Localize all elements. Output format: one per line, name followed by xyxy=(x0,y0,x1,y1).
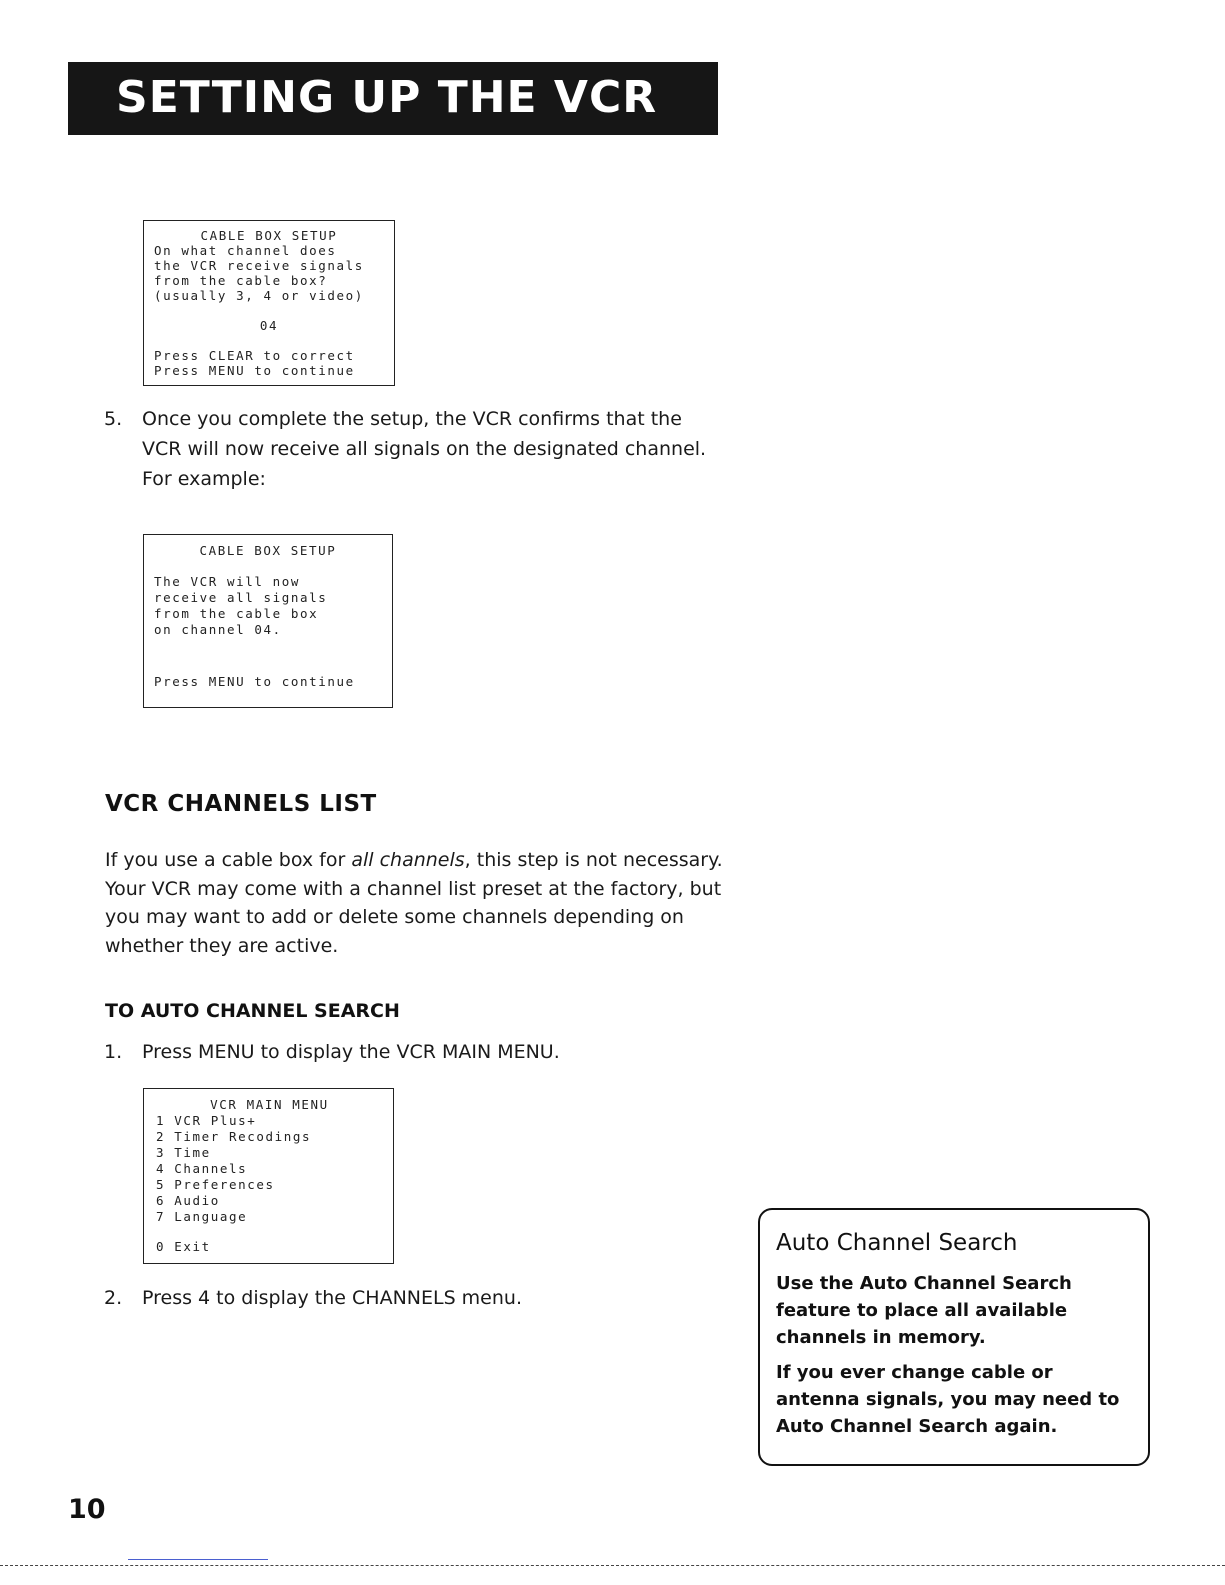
intro-line: whether they are active. xyxy=(105,934,339,957)
step-number: 5. xyxy=(104,408,123,430)
step-text-line: For example: xyxy=(142,468,266,490)
menu-item-language: 7 Language xyxy=(156,1209,248,1224)
intro-text: , this step is not necessary. xyxy=(464,849,723,871)
subsection-heading: TO AUTO CHANNEL SEARCH xyxy=(105,1000,400,1022)
osd-line: from the cable box xyxy=(154,606,319,621)
osd-line xyxy=(156,1224,383,1239)
osd-line: (usually 3, 4 or video) xyxy=(154,288,364,303)
sidebar-note xyxy=(758,1208,1150,1466)
osd-cable-setup-confirm xyxy=(143,534,393,708)
osd-line: On what channel does xyxy=(154,243,337,258)
osd-line: receive all signals xyxy=(154,590,328,605)
osd-line: the VCR receive signals xyxy=(154,258,364,273)
step-number: 2. xyxy=(104,1287,123,1309)
step-1 xyxy=(104,1037,722,1067)
osd-line: CABLE BOX SETUP xyxy=(200,228,338,243)
menu-item-preferences: 5 Preferences xyxy=(156,1177,275,1192)
osd-line: VCR MAIN MENU xyxy=(210,1097,329,1112)
sidebar-paragraph: If you ever change cable or antenna signals, you may need to Auto Channel Search again. xyxy=(776,1362,1120,1437)
osd-line: on channel 04. xyxy=(154,622,282,637)
osd-line xyxy=(154,303,384,318)
osd-line: The VCR will now xyxy=(154,574,301,589)
step-text-line: Press MENU to display the VCR MAIN MENU. xyxy=(142,1041,560,1063)
step-text-line: Once you complete the setup, the VCR confirms that the xyxy=(142,408,682,430)
menu-item-exit: 0 Exit xyxy=(156,1239,211,1254)
osd-line: Press MENU to continue xyxy=(154,674,355,689)
intro-line: you may want to add or delete some channels depending on xyxy=(105,906,684,928)
osd-line: Press CLEAR to correct xyxy=(154,348,355,363)
page-title: SETTING UP THE VCR xyxy=(116,72,658,123)
footer-dashed-rule xyxy=(0,1565,1225,1566)
step-text-line: VCR will now receive all signals on the designated channel. xyxy=(142,438,707,460)
page-number: 10 xyxy=(68,1494,106,1525)
osd-line xyxy=(154,652,382,667)
intro-line xyxy=(105,846,725,875)
intro-italic: all channels xyxy=(351,849,465,871)
sidebar-title: Auto Channel Search xyxy=(776,1230,1018,1256)
osd-line: Press MENU to continue xyxy=(154,363,355,378)
osd-main-menu xyxy=(143,1088,394,1264)
osd-line xyxy=(154,333,384,348)
step-text-line: Press 4 to display the CHANNELS menu. xyxy=(142,1287,522,1309)
section-intro xyxy=(105,846,725,960)
osd-line xyxy=(154,637,382,652)
step-2 xyxy=(104,1283,722,1313)
intro-line: Your VCR may come with a channel list preset at the factory, but xyxy=(105,877,722,900)
step-5 xyxy=(104,404,722,494)
menu-item-vcr-plus: 1 VCR Plus+ xyxy=(156,1113,257,1128)
osd-channel-value: 04 xyxy=(259,318,279,333)
menu-item-channels: 4 Channels xyxy=(156,1161,248,1176)
menu-item-audio: 6 Audio xyxy=(156,1193,220,1208)
intro-text: If you use a cable box for xyxy=(105,849,352,871)
footer-link-rule xyxy=(128,1559,268,1560)
header-bar xyxy=(68,62,718,135)
section-heading: VCR CHANNELS LIST xyxy=(105,791,377,817)
osd-line: CABLE BOX SETUP xyxy=(199,543,337,558)
osd-line xyxy=(154,558,382,573)
osd-cable-setup-prompt xyxy=(143,220,395,386)
step-number: 1. xyxy=(104,1041,123,1063)
sidebar-paragraph: Use the Auto Channel Search feature to place all available channels in memory. xyxy=(776,1273,1072,1348)
menu-item-timer-recordings: 2 Timer Recodings xyxy=(156,1129,312,1144)
osd-line: from the cable box? xyxy=(154,273,328,288)
menu-item-time: 3 Time xyxy=(156,1145,211,1160)
